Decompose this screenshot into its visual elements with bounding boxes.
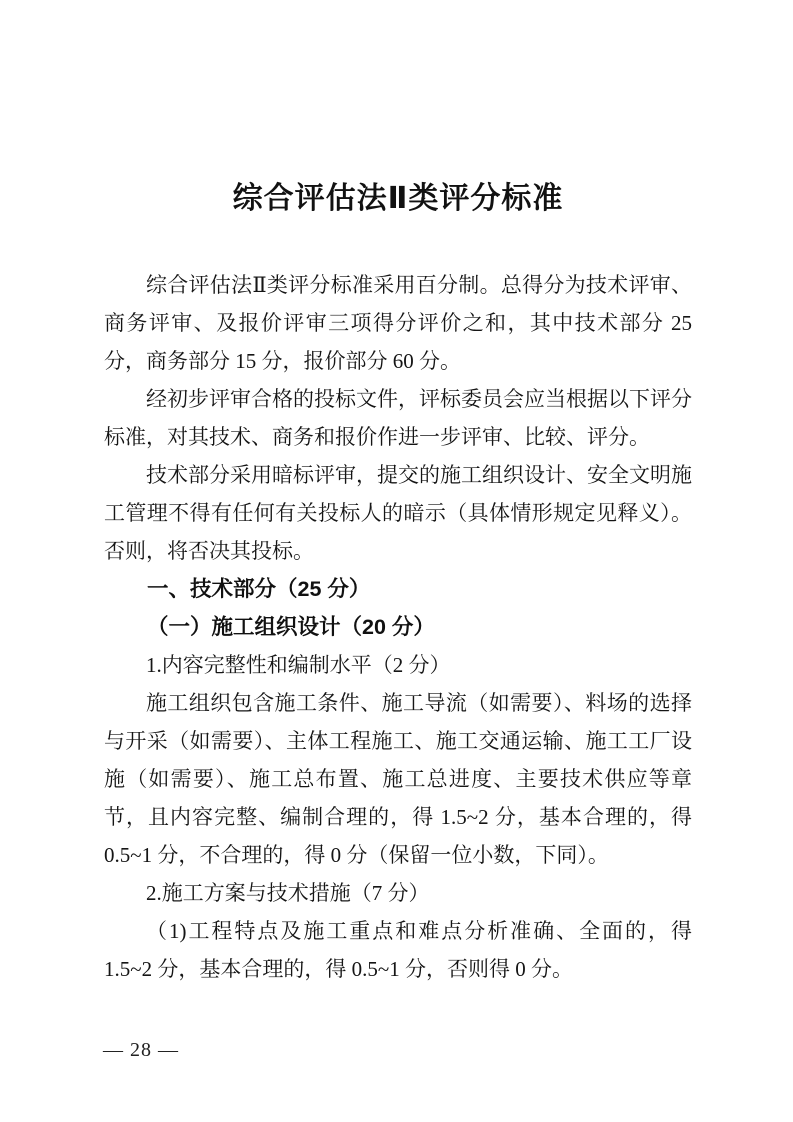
paragraph-preliminary-review: 经初步评审合格的投标文件，评标委员会应当根据以下评分标准，对其技术、商务和报价作进一步评审、比较、评分。: [104, 387, 692, 449]
paragraph-content-completeness-detail: 施工组织包含施工条件、施工导流（如需要）、料场的选择与开采（如需要）、主体工程施工、施工交通运输、施工工厂设施（如需要）、施工总布置、施工总进度、主要技术供应等章节，且内容完整、编制合理的，得 1.5~2 分，基本合理的，得 0.5~1 分，不合理的，得 0 分（保留一位小数，下同）。: [104, 691, 692, 867]
document-title: 综合评估法Ⅱ类评分标准: [232, 182, 564, 215]
subsection-heading-construction-organization-design: （一）施工组织设计（20 分）: [147, 615, 435, 639]
section-heading-technical-part: 一、技术部分（25 分）: [147, 577, 371, 601]
paragraph-overview: 综合评估法Ⅱ类评分标准采用百分制。总得分为技术评审、商务评审、及报价评审三项得分评价之和，其中技术部分 25 分，商务部分 15 分，报价部分 60 分。: [104, 273, 692, 373]
page-number: — 28 —: [103, 1039, 179, 1061]
document-content: [104, 0, 692, 988]
paragraph-construction-scheme-detail: （1)工程特点及施工重点和难点分析准确、全面的，得 1.5~2 分，基本合理的，得 0.5~1 分，否则得 0 分。: [104, 919, 692, 981]
paragraph-blind-review: 技术部分采用暗标评审，提交的施工组织设计、安全文明施工管理不得有任何有关投标人的暗示（具体情形规定见释义）。否则，将否决其投标。: [104, 463, 692, 563]
item-heading-construction-scheme: 2.施工方案与技术措施（7 分）: [146, 881, 430, 905]
document-body: [104, 266, 692, 988]
item-heading-content-completeness: 1.内容完整性和编制水平（2 分）: [146, 653, 451, 677]
